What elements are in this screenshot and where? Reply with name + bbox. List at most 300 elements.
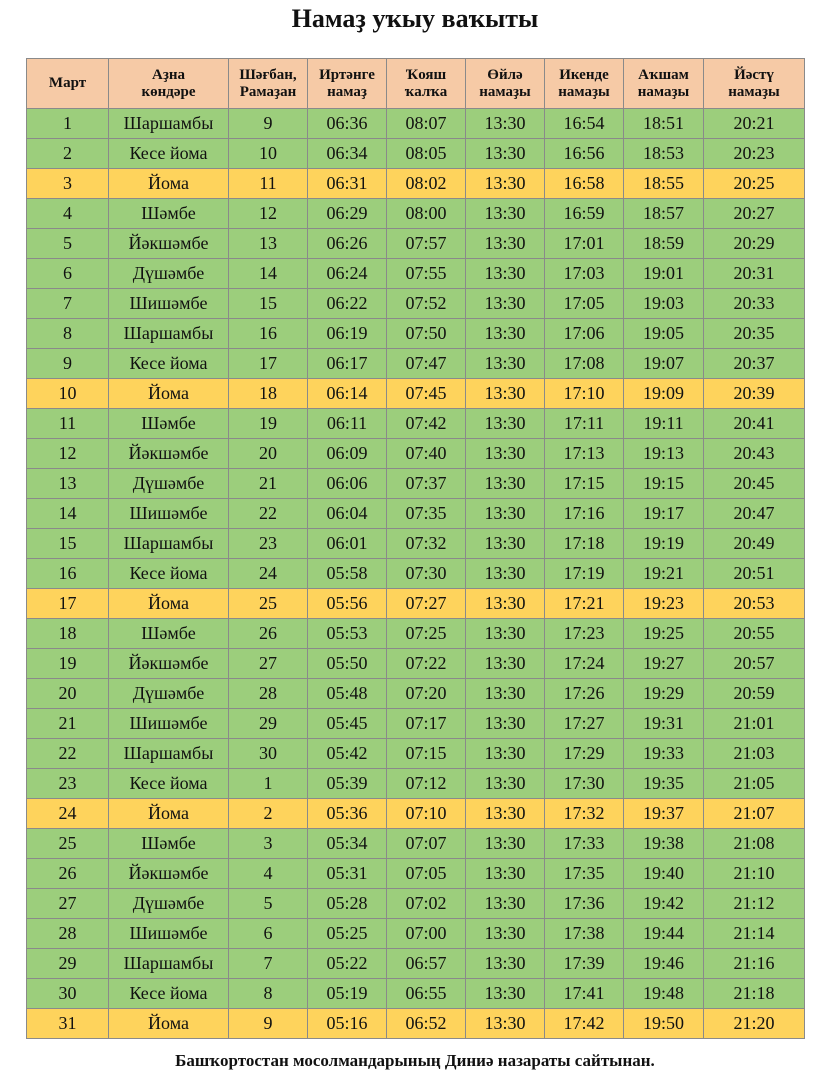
isha-time-cell: 20:25 (704, 169, 805, 199)
day-cell: 21 (27, 709, 109, 739)
sunrise-time-cell: 07:05 (387, 859, 466, 889)
header-hijri (229, 59, 308, 109)
asr-time-cell: 17:41 (545, 979, 624, 1009)
day-cell: 10 (27, 379, 109, 409)
fajr-time-cell: 06:11 (308, 409, 387, 439)
sunrise-time-cell: 07:32 (387, 529, 466, 559)
day-cell: 15 (27, 529, 109, 559)
header-dhuhr (466, 59, 545, 109)
fajr-time-cell: 06:19 (308, 319, 387, 349)
maghrib-time-cell: 19:35 (624, 769, 704, 799)
day-cell: 27 (27, 889, 109, 919)
header-line: ҡалҡа (404, 83, 448, 100)
weekday-cell: Шәмбе (109, 619, 229, 649)
maghrib-time-cell: 18:53 (624, 139, 704, 169)
maghrib-time-cell: 18:55 (624, 169, 704, 199)
header-asr (545, 59, 624, 109)
hijri-day-cell: 3 (229, 829, 308, 859)
hijri-day-cell: 10 (229, 139, 308, 169)
fajr-time-cell: 05:53 (308, 619, 387, 649)
fajr-time-cell: 06:36 (308, 109, 387, 139)
weekday-cell: Шәмбе (109, 409, 229, 439)
asr-time-cell: 17:30 (545, 769, 624, 799)
fajr-time-cell: 05:50 (308, 649, 387, 679)
asr-time-cell: 17:16 (545, 499, 624, 529)
sunrise-time-cell: 07:37 (387, 469, 466, 499)
weekday-cell: Йәкшәмбе (109, 859, 229, 889)
asr-time-cell: 17:23 (545, 619, 624, 649)
maghrib-time-cell: 18:59 (624, 229, 704, 259)
isha-time-cell: 21:16 (704, 949, 805, 979)
table-row (27, 319, 805, 349)
isha-time-cell: 20:43 (704, 439, 805, 469)
page-title: Намаҙ уҡыу ваҡыты (291, 4, 539, 33)
hijri-day-cell: 8 (229, 979, 308, 1009)
maghrib-time-cell: 19:07 (624, 349, 704, 379)
day-cell: 1 (27, 109, 109, 139)
hijri-day-cell: 2 (229, 799, 308, 829)
hijri-day-cell: 7 (229, 949, 308, 979)
asr-time-cell: 17:21 (545, 589, 624, 619)
hijri-day-cell: 27 (229, 649, 308, 679)
header-line: Рамаҙан (239, 83, 297, 100)
maghrib-time-cell: 19:03 (624, 289, 704, 319)
weekday-cell: Шәмбе (109, 829, 229, 859)
day-cell: 25 (27, 829, 109, 859)
day-cell: 22 (27, 739, 109, 769)
hijri-day-cell: 21 (229, 469, 308, 499)
sunrise-time-cell: 07:52 (387, 289, 466, 319)
hijri-day-cell: 18 (229, 379, 308, 409)
maghrib-time-cell: 19:17 (624, 499, 704, 529)
weekday-cell: Шишәмбе (109, 709, 229, 739)
day-cell: 9 (27, 349, 109, 379)
table-row (27, 709, 805, 739)
header-line: Ҡояш (405, 66, 447, 83)
asr-time-cell: 17:33 (545, 829, 624, 859)
asr-time-cell: 17:05 (545, 289, 624, 319)
sunrise-time-cell: 07:15 (387, 739, 466, 769)
dhuhr-time-cell: 13:30 (466, 709, 545, 739)
fajr-time-cell: 05:39 (308, 769, 387, 799)
maghrib-time-cell: 19:25 (624, 619, 704, 649)
day-cell: 12 (27, 439, 109, 469)
dhuhr-time-cell: 13:30 (466, 229, 545, 259)
isha-time-cell: 21:03 (704, 739, 805, 769)
hijri-day-cell: 19 (229, 409, 308, 439)
table-row (27, 1009, 805, 1039)
fajr-time-cell: 06:06 (308, 469, 387, 499)
table-row (27, 529, 805, 559)
table-body (27, 109, 805, 1039)
hijri-day-cell: 24 (229, 559, 308, 589)
sunrise-time-cell: 07:40 (387, 439, 466, 469)
isha-time-cell: 20:37 (704, 349, 805, 379)
asr-time-cell: 17:26 (545, 679, 624, 709)
asr-time-cell: 17:19 (545, 559, 624, 589)
asr-time-cell: 16:59 (545, 199, 624, 229)
dhuhr-time-cell: 13:30 (466, 829, 545, 859)
header-weekday (109, 59, 229, 109)
weekday-cell: Йәкшәмбе (109, 439, 229, 469)
day-cell: 11 (27, 409, 109, 439)
isha-time-cell: 20:49 (704, 529, 805, 559)
isha-time-cell: 20:45 (704, 469, 805, 499)
source-footer: Башҡортостан мосолмандарының Диниә назараты сайтынан. (175, 1051, 655, 1070)
dhuhr-time-cell: 13:30 (466, 919, 545, 949)
weekday-cell: Шаршамбы (109, 109, 229, 139)
hijri-day-cell: 4 (229, 859, 308, 889)
table-row (27, 439, 805, 469)
fajr-time-cell: 05:42 (308, 739, 387, 769)
dhuhr-time-cell: 13:30 (466, 379, 545, 409)
isha-time-cell: 20:21 (704, 109, 805, 139)
day-cell: 17 (27, 589, 109, 619)
day-cell: 14 (27, 499, 109, 529)
day-cell: 31 (27, 1009, 109, 1039)
hijri-day-cell: 17 (229, 349, 308, 379)
maghrib-time-cell: 19:05 (624, 319, 704, 349)
table-row (27, 859, 805, 889)
dhuhr-time-cell: 13:30 (466, 319, 545, 349)
weekday-cell: Йома (109, 589, 229, 619)
hijri-day-cell: 5 (229, 889, 308, 919)
header-sunrise (387, 59, 466, 109)
dhuhr-time-cell: 13:30 (466, 649, 545, 679)
table-row (27, 589, 805, 619)
asr-time-cell: 16:54 (545, 109, 624, 139)
hijri-day-cell: 20 (229, 439, 308, 469)
hijri-day-cell: 15 (229, 289, 308, 319)
table-row (27, 469, 805, 499)
isha-time-cell: 20:53 (704, 589, 805, 619)
table-row (27, 649, 805, 679)
maghrib-time-cell: 19:50 (624, 1009, 704, 1039)
weekday-cell: Йома (109, 379, 229, 409)
weekday-cell: Кесе йома (109, 559, 229, 589)
fajr-time-cell: 05:58 (308, 559, 387, 589)
maghrib-time-cell: 19:48 (624, 979, 704, 1009)
maghrib-time-cell: 18:51 (624, 109, 704, 139)
dhuhr-time-cell: 13:30 (466, 799, 545, 829)
table-row (27, 619, 805, 649)
isha-time-cell: 21:10 (704, 859, 805, 889)
isha-time-cell: 20:41 (704, 409, 805, 439)
asr-time-cell: 17:39 (545, 949, 624, 979)
day-cell: 18 (27, 619, 109, 649)
isha-time-cell: 21:08 (704, 829, 805, 859)
asr-time-cell: 17:01 (545, 229, 624, 259)
weekday-cell: Дүшәмбе (109, 469, 229, 499)
isha-time-cell: 20:33 (704, 289, 805, 319)
hijri-day-cell: 22 (229, 499, 308, 529)
asr-time-cell: 17:36 (545, 889, 624, 919)
weekday-cell: Дүшәмбе (109, 679, 229, 709)
table-row (27, 169, 805, 199)
day-cell: 29 (27, 949, 109, 979)
day-cell: 28 (27, 919, 109, 949)
weekday-cell: Кесе йома (109, 349, 229, 379)
isha-time-cell: 21:18 (704, 979, 805, 1009)
table-row (27, 199, 805, 229)
fajr-time-cell: 05:45 (308, 709, 387, 739)
dhuhr-time-cell: 13:30 (466, 349, 545, 379)
table-row (27, 769, 805, 799)
asr-time-cell: 17:38 (545, 919, 624, 949)
fajr-time-cell: 06:17 (308, 349, 387, 379)
day-cell: 3 (27, 169, 109, 199)
table-row (27, 979, 805, 1009)
sunrise-time-cell: 08:05 (387, 139, 466, 169)
hijri-day-cell: 26 (229, 619, 308, 649)
hijri-day-cell: 29 (229, 709, 308, 739)
asr-time-cell: 17:24 (545, 649, 624, 679)
fajr-time-cell: 05:16 (308, 1009, 387, 1039)
dhuhr-time-cell: 13:30 (466, 529, 545, 559)
table-row (27, 349, 805, 379)
sunrise-time-cell: 07:42 (387, 409, 466, 439)
maghrib-time-cell: 19:38 (624, 829, 704, 859)
isha-time-cell: 21:01 (704, 709, 805, 739)
dhuhr-time-cell: 13:30 (466, 199, 545, 229)
day-cell: 8 (27, 319, 109, 349)
weekday-cell: Кесе йома (109, 139, 229, 169)
isha-time-cell: 20:51 (704, 559, 805, 589)
sunrise-time-cell: 07:57 (387, 229, 466, 259)
maghrib-time-cell: 19:21 (624, 559, 704, 589)
header-line: Аҡшам (638, 66, 689, 83)
header-line: Йәстү (734, 66, 774, 83)
day-cell: 5 (27, 229, 109, 259)
asr-time-cell: 16:56 (545, 139, 624, 169)
table-row (27, 679, 805, 709)
isha-time-cell: 21:14 (704, 919, 805, 949)
header-maghrib (624, 59, 704, 109)
day-cell: 24 (27, 799, 109, 829)
maghrib-time-cell: 19:15 (624, 469, 704, 499)
header-line: Аҙна (151, 66, 185, 83)
weekday-cell: Шишәмбе (109, 499, 229, 529)
fajr-time-cell: 06:09 (308, 439, 387, 469)
header-line: Иртәнге (319, 66, 375, 83)
fajr-time-cell: 06:29 (308, 199, 387, 229)
weekday-cell: Шаршамбы (109, 739, 229, 769)
maghrib-time-cell: 19:37 (624, 799, 704, 829)
day-cell: 30 (27, 979, 109, 1009)
maghrib-time-cell: 19:31 (624, 709, 704, 739)
dhuhr-time-cell: 13:30 (466, 109, 545, 139)
header-line: намаҙы (637, 83, 690, 100)
maghrib-time-cell: 19:23 (624, 589, 704, 619)
dhuhr-time-cell: 13:30 (466, 439, 545, 469)
fajr-time-cell: 06:31 (308, 169, 387, 199)
header-isha (704, 59, 805, 109)
weekday-cell: Йома (109, 1009, 229, 1039)
fajr-time-cell: 05:28 (308, 889, 387, 919)
sunrise-time-cell: 07:12 (387, 769, 466, 799)
weekday-cell: Шәмбе (109, 199, 229, 229)
maghrib-time-cell: 18:57 (624, 199, 704, 229)
maghrib-time-cell: 19:40 (624, 859, 704, 889)
maghrib-time-cell: 19:11 (624, 409, 704, 439)
fajr-time-cell: 05:48 (308, 679, 387, 709)
maghrib-time-cell: 19:09 (624, 379, 704, 409)
weekday-cell: Йәкшәмбе (109, 229, 229, 259)
asr-time-cell: 17:10 (545, 379, 624, 409)
weekday-cell: Дүшәмбе (109, 259, 229, 289)
dhuhr-time-cell: 13:30 (466, 169, 545, 199)
header-fajr (308, 59, 387, 109)
dhuhr-time-cell: 13:30 (466, 499, 545, 529)
isha-time-cell: 21:07 (704, 799, 805, 829)
day-cell: 23 (27, 769, 109, 799)
sunrise-time-cell: 07:47 (387, 349, 466, 379)
header-month (27, 59, 109, 109)
header-line: Шәғбан, (239, 66, 297, 83)
sunrise-time-cell: 07:07 (387, 829, 466, 859)
maghrib-time-cell: 19:46 (624, 949, 704, 979)
fajr-time-cell: 06:01 (308, 529, 387, 559)
maghrib-time-cell: 19:33 (624, 739, 704, 769)
day-cell: 2 (27, 139, 109, 169)
header-line: намаҙы (728, 83, 780, 100)
hijri-day-cell: 23 (229, 529, 308, 559)
sunrise-time-cell: 07:02 (387, 889, 466, 919)
isha-time-cell: 21:12 (704, 889, 805, 919)
sunrise-time-cell: 08:07 (387, 109, 466, 139)
fajr-time-cell: 05:36 (308, 799, 387, 829)
isha-time-cell: 21:20 (704, 1009, 805, 1039)
fajr-time-cell: 05:31 (308, 859, 387, 889)
table-row (27, 289, 805, 319)
maghrib-time-cell: 19:13 (624, 439, 704, 469)
hijri-day-cell: 16 (229, 319, 308, 349)
asr-time-cell: 17:27 (545, 709, 624, 739)
table-row (27, 259, 805, 289)
weekday-cell: Кесе йома (109, 769, 229, 799)
asr-time-cell: 17:03 (545, 259, 624, 289)
isha-time-cell: 20:39 (704, 379, 805, 409)
isha-time-cell: 20:27 (704, 199, 805, 229)
asr-time-cell: 17:06 (545, 319, 624, 349)
table-row (27, 499, 805, 529)
table-row (27, 109, 805, 139)
dhuhr-time-cell: 13:30 (466, 589, 545, 619)
isha-time-cell: 20:55 (704, 619, 805, 649)
dhuhr-time-cell: 13:30 (466, 739, 545, 769)
fajr-time-cell: 06:26 (308, 229, 387, 259)
hijri-day-cell: 14 (229, 259, 308, 289)
hijri-day-cell: 30 (229, 739, 308, 769)
weekday-cell: Йәкшәмбе (109, 649, 229, 679)
day-cell: 7 (27, 289, 109, 319)
table-row (27, 949, 805, 979)
isha-time-cell: 20:31 (704, 259, 805, 289)
maghrib-time-cell: 19:42 (624, 889, 704, 919)
isha-time-cell: 20:23 (704, 139, 805, 169)
table-row (27, 229, 805, 259)
dhuhr-time-cell: 13:30 (466, 889, 545, 919)
sunrise-time-cell: 07:27 (387, 589, 466, 619)
sunrise-time-cell: 07:22 (387, 649, 466, 679)
sunrise-time-cell: 07:20 (387, 679, 466, 709)
table-row (27, 409, 805, 439)
table-row (27, 799, 805, 829)
dhuhr-time-cell: 13:30 (466, 409, 545, 439)
table-row (27, 919, 805, 949)
asr-time-cell: 17:18 (545, 529, 624, 559)
fajr-time-cell: 05:56 (308, 589, 387, 619)
dhuhr-time-cell: 13:30 (466, 949, 545, 979)
dhuhr-time-cell: 13:30 (466, 289, 545, 319)
asr-time-cell: 17:11 (545, 409, 624, 439)
maghrib-time-cell: 19:29 (624, 679, 704, 709)
header-line: намаҙы (479, 83, 531, 100)
sunrise-time-cell: 07:25 (387, 619, 466, 649)
header-line: Март (48, 75, 87, 91)
header-line: намаҙ (327, 83, 367, 100)
hijri-day-cell: 9 (229, 109, 308, 139)
weekday-cell: Шаршамбы (109, 529, 229, 559)
day-cell: 4 (27, 199, 109, 229)
dhuhr-time-cell: 13:30 (466, 619, 545, 649)
maghrib-time-cell: 19:27 (624, 649, 704, 679)
day-cell: 16 (27, 559, 109, 589)
dhuhr-time-cell: 13:30 (466, 469, 545, 499)
fajr-time-cell: 06:34 (308, 139, 387, 169)
day-cell: 26 (27, 859, 109, 889)
isha-time-cell: 20:35 (704, 319, 805, 349)
weekday-cell: Шишәмбе (109, 289, 229, 319)
table-row (27, 829, 805, 859)
hijri-day-cell: 1 (229, 769, 308, 799)
hijri-day-cell: 9 (229, 1009, 308, 1039)
dhuhr-time-cell: 13:30 (466, 859, 545, 889)
table-row (27, 139, 805, 169)
hijri-day-cell: 11 (229, 169, 308, 199)
sunrise-time-cell: 06:57 (387, 949, 466, 979)
table-row (27, 889, 805, 919)
dhuhr-time-cell: 13:30 (466, 559, 545, 589)
sunrise-time-cell: 07:00 (387, 919, 466, 949)
day-cell: 6 (27, 259, 109, 289)
hijri-day-cell: 28 (229, 679, 308, 709)
table-row (27, 379, 805, 409)
asr-time-cell: 17:08 (545, 349, 624, 379)
sunrise-time-cell: 08:00 (387, 199, 466, 229)
sunrise-time-cell: 07:17 (387, 709, 466, 739)
weekday-cell: Шишәмбе (109, 919, 229, 949)
dhuhr-time-cell: 13:30 (466, 259, 545, 289)
isha-time-cell: 21:05 (704, 769, 805, 799)
table-header-row (27, 59, 805, 109)
asr-time-cell: 17:35 (545, 859, 624, 889)
maghrib-time-cell: 19:01 (624, 259, 704, 289)
fajr-time-cell: 06:14 (308, 379, 387, 409)
isha-time-cell: 20:59 (704, 679, 805, 709)
sunrise-time-cell: 08:02 (387, 169, 466, 199)
asr-time-cell: 17:15 (545, 469, 624, 499)
sunrise-time-cell: 06:52 (387, 1009, 466, 1039)
weekday-cell: Шаршамбы (109, 319, 229, 349)
header-line: намаҙы (558, 83, 610, 100)
dhuhr-time-cell: 13:30 (466, 769, 545, 799)
asr-time-cell: 17:29 (545, 739, 624, 769)
asr-time-cell: 17:32 (545, 799, 624, 829)
fajr-time-cell: 06:24 (308, 259, 387, 289)
dhuhr-time-cell: 13:30 (466, 979, 545, 1009)
fajr-time-cell: 05:19 (308, 979, 387, 1009)
